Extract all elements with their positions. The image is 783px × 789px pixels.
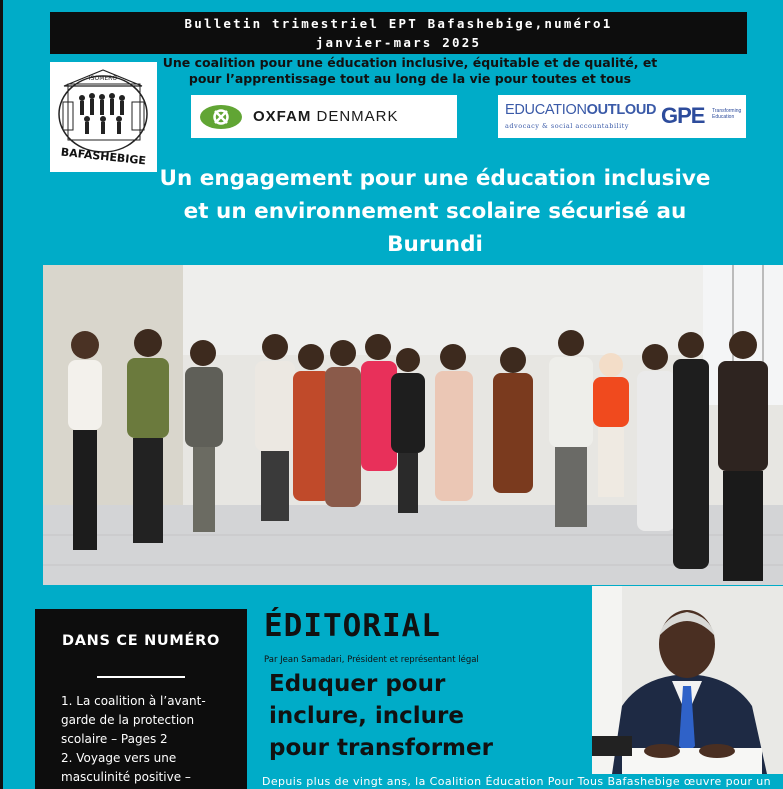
eol-part3: LOUD: [616, 102, 657, 118]
bafashebige-logo: [50, 62, 157, 172]
tagline-line-1: Une coalition pour une éducation inclusive, équitable et de qualité, et: [162, 55, 658, 70]
eol-wordmark: [505, 102, 656, 118]
portrait-illustration: [592, 586, 783, 774]
logo-top-text: ISOMERO: [88, 75, 118, 82]
bulletin-issue: Bulletin trimestriel EPT Bafashebige,numéro1: [184, 16, 613, 31]
oxfam-bold: OXFAM: [253, 108, 312, 125]
eol-subtitle: advocacy & social accountability: [505, 122, 629, 130]
main-headline: [150, 162, 720, 261]
bulletin-header: [50, 12, 747, 54]
coalition-emblem: [50, 62, 157, 172]
oxfam-wordmark: [253, 108, 399, 125]
oxfam-icon: [199, 104, 243, 130]
group-photo-illustration: [43, 265, 783, 585]
sidebar-item-2-line-1: 2. Voyage vers une: [61, 751, 177, 765]
headline-line-1: Un engagement pour une éducation inclusive: [159, 166, 711, 191]
sidebar-item-1-line-1: 1. La coalition à l’avant-: [61, 694, 206, 708]
group-photo: [43, 265, 783, 585]
oxfam-denmark-logo: [191, 95, 457, 138]
editorial-subtitle-line-1: Eduquer pour: [269, 671, 446, 697]
gpe-wordmark: GPE: [661, 103, 705, 128]
education-out-loud-gpe-logos: [498, 95, 746, 138]
eol-part1: EDUCATION: [505, 102, 587, 118]
page-edge-strip: [0, 0, 3, 789]
editorial-body: Depuis plus de vingt ans, la Coalition Éducation Pour Tous Bafashebige œuvre pour un: [262, 775, 772, 788]
editorial-subtitle: [269, 668, 589, 764]
sidebar-divider: [97, 676, 185, 678]
coalition-tagline: [160, 55, 660, 87]
editorial-heading: ÉDITORIAL: [264, 608, 441, 644]
editorial-byline: Par Jean Samadari, Président et représentant légal: [264, 655, 479, 665]
sidebar-item-1[interactable]: [61, 692, 239, 749]
sidebar-item-2[interactable]: [61, 749, 239, 787]
sidebar-title: DANS CE NUMÉRO: [61, 633, 220, 649]
editorial-subtitle-line-3: pour transformer: [269, 735, 493, 761]
sidebar-item-2-line-2: masculinité positive –: [61, 770, 191, 784]
sidebar-item-1-line-2: garde de la protection: [61, 713, 195, 727]
editorial-subtitle-line-2: inclure, inclure: [269, 703, 464, 729]
eol-part2: OUT: [586, 102, 617, 118]
president-portrait: [592, 586, 783, 774]
bulletin-period: janvier-mars 2025: [315, 35, 482, 50]
in-this-issue-sidebar: [35, 609, 247, 789]
gpe-subtitle: Transforming Education: [712, 108, 742, 120]
headline-line-3: Burundi: [387, 232, 483, 257]
headline-line-2: et un environnement scolaire sécurisé au: [183, 199, 687, 224]
tagline-line-2: pour l’apprentissage tout au long de la vie pour toutes et tous: [188, 71, 632, 86]
logo-bottom-text: BAFASHEBIGE: [60, 145, 147, 168]
oxfam-country: DENMARK: [316, 108, 399, 125]
sidebar-item-1-line-3: scolaire – Pages 2: [61, 732, 168, 746]
